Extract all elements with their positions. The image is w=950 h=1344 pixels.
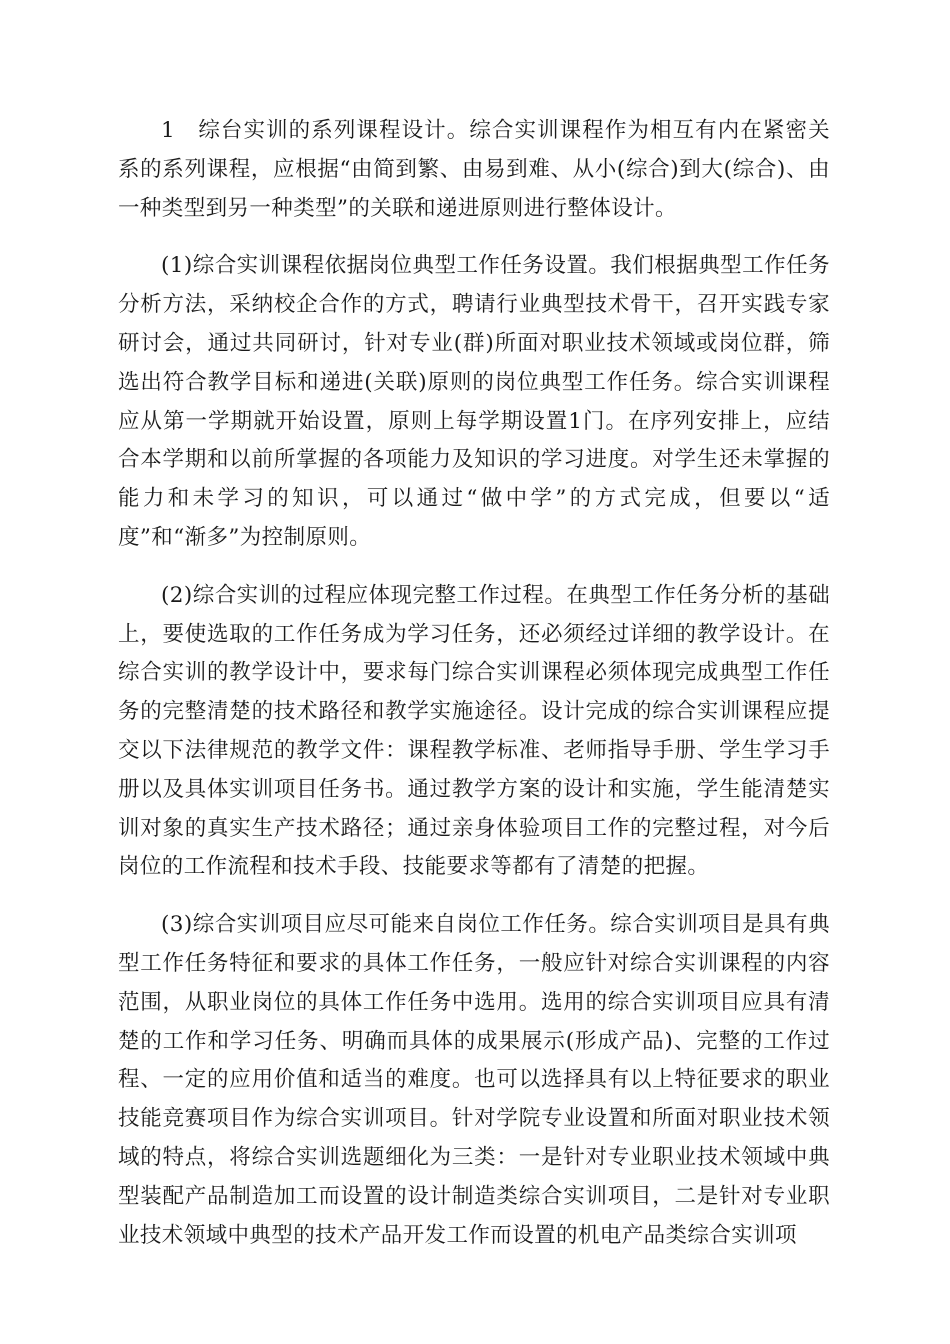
paragraph-4: (3)综合实训项目应尽可能来自岗位工作任务。综合实训项目是具有典型工作任务特征和要求的具体工作任务，一般应针对综合实训课程的内容范围，从职业岗位的具体工作任务中选用。选用的综合实训项目应具有清楚的工作和学习任务、明确而具体的成果展示(形成产品)、完整的工作过程、一定的应用价值和适当的难度。也可以选择具有以上特征要求的职业技能竞赛项目作为综合实训项目。针对学院专业设置和所面对职业技术领域的特点，将综合实训选题细化为三类：一是针对专业职业技术领域中典型装配产品制造加工而设置的设计制造类综合实训项目，二是针对专业职业技术领域中典型的技术产品开发工作而设置的机电产品类综合实训项	[118, 912, 830, 1248]
paragraph-2: (1)综合实训课程依据岗位典型工作任务设置。我们根据典型工作任务分析方法，采纳校企合作的方式，聘请行业典型技术骨干，召开实践专家研讨会，通过共同研讨，针对专业(群)所面对职业技术领域或岗位群，筛选出符合教学目标和递进(关联)原则的岗位典型工作任务。综合实训课程应从第一学期就开始设置，原则上每学期设置1门。在序列安排上，应结合本学期和以前所掌握的各项能力及知识的学习进度。对学生还未掌握的能力和未学习的知识，可以通过“做中学”的方式完成，但要以“适度”和“渐多”为控制原则。	[118, 253, 830, 550]
document-body	[118, 112, 830, 1255]
paragraph-3: (2)综合实训的过程应体现完整工作过程。在典型工作任务分析的基础上，要使选取的工作任务成为学习任务，还必须经过详细的教学设计。在综合实训的教学设计中，要求每门综合实训课程必须体现完成典型工作任务的完整清楚的技术路径和教学实施途径。设计完成的综合实训课程应提交以下法律规范的教学文件：课程教学标准、老师指导手册、学生学习手册以及具体实训项目任务书。通过教学方案的设计和实施，学生能清楚实训对象的真实生产技术路径；通过亲身体验项目工作的完整过程，对今后岗位的工作流程和技术手段、技能要求等都有了清楚的把握。	[118, 582, 830, 880]
paragraph-1: 1 综台实训的系列课程设计。综合实训课程作为相互有内在紧密关系的系列课程，应根据“由简到繁、由易到难、从小(综合)到大(综合)、由一种类型到另一种类型”的关联和递进原则进行整体设计。	[118, 118, 830, 221]
